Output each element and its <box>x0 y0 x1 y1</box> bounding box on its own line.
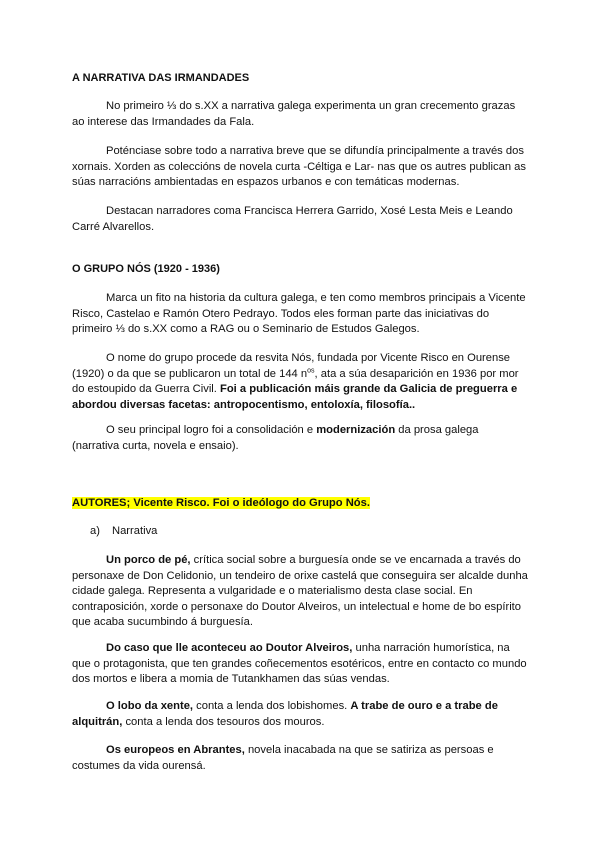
heading-irmandades: A NARRATIVA DAS IRMANDADES <box>72 72 250 84</box>
paragraph-irmandades-2: Poténciase sobre todo a narrativa breve que se difundía principalmente a través dos xornais. Xorden as coleccións de novela curta -Céltiga e Lar- nas que os autres publican as súas narracións ambientadas en espazos urbanos e con temáticas modernas. <box>72 145 526 188</box>
heading-autores <box>72 496 528 512</box>
work-text-alveiros: unha narración humorística, na que o protagonista, que ten grandes coñecementos esotéricos, entre en contacto co mundo dos mortos e libera a momia de Tutankhamen das súas vendas. <box>72 642 527 685</box>
work-title-trabe: A trabe de ouro e a trabe de alquitrán, <box>72 700 498 728</box>
nos-3-text-a: O seu principal logro foi a consolidación e <box>106 424 317 436</box>
work-title-lobo: O lobo da xente, <box>106 700 194 712</box>
paragraph-lobo-da-xente <box>72 699 528 730</box>
work-text-lobo: conta a lenda dos lobishomes. <box>193 700 351 712</box>
heading-autores-highlight: AUTORES; Vicente Risco. Foi o ideólogo do Grupo Nós. <box>72 497 370 509</box>
nos-2-text-a: O nome do grupo procede da resvita Nós, fundada por Vicente Risco en Ourense (1920) o da que se publicaron un total de 144 n <box>72 352 511 380</box>
paragraph-doutor-alveiros <box>72 641 528 688</box>
paragraph-europeos-abrantes <box>72 743 528 774</box>
work-title-alveiros: Do caso que lle aconteceu ao Doutor Alveiros, <box>106 642 353 654</box>
heading-grupo-nos: O GRUPO NÓS (1920 - 1936) <box>72 263 220 275</box>
nos-2-text-b: , ata a súa desaparición en 1936 por mor do estoupido da Guerra Civil. <box>72 367 519 395</box>
work-text-porco: crítica social sobre a burguesía onde se ve encarnada a través do personaxe de Don Celidonio, un tendeiro de orixe castelá que conseguira ser alcalde dunha cidade galega. Representa a vulgaridade e o materialismo desta clase social. En contraposición, xorde o personaxe do Doutor Alveiros, un intelectual e home de bo espírito que acaba sucumbindo á burguesía. <box>72 554 528 628</box>
paragraph-nos-2 <box>72 351 528 413</box>
paragraph-porco-de-pe <box>72 553 528 631</box>
work-text-trabe: conta a lenda dos tesouros dos mouros. <box>122 715 325 728</box>
nos-3-bold: modernización <box>316 424 396 436</box>
nos-3-text-b: da prosa galega (narrativa curta, novela e ensaio). <box>72 424 479 452</box>
list-label: a) <box>90 525 100 537</box>
paragraph-irmandades-3: Destacan narradores coma Francisca Herrera Garrido, Xosé Lesta Meis e Leando Carré Alvarellos. <box>72 205 513 233</box>
nos-2-superscript: os <box>307 366 315 374</box>
paragraph-nos-3 <box>72 423 528 454</box>
paragraph-irmandades-1: No primeiro ⅓ do s.XX a narrativa galega experimenta un gran crecemento grazas ao interese das Irmandades da Fala. <box>72 100 516 128</box>
list-text: Narrativa <box>112 525 158 537</box>
nos-2-bold: Foi a publicación máis grande da Galicia de preguerra e abordou diversas facetas: antropocentismo, entoloxía, filosofía.. <box>72 383 518 411</box>
paragraph-nos-1: Marca un fito na historia da cultura galega, e ten como membros principais a Vicente Risco, Castelao e Ramón Otero Pedrayo. Todos eles forman parte das iniciativas do primeiro ⅓ do s.XX como a RAG ou o Seminario de Estudos Galegos. <box>72 292 526 335</box>
work-title-europeos: Os europeos en Abrantes, <box>106 744 245 756</box>
work-title-porco: Un porco de pé, <box>106 554 191 566</box>
list-item-narrativa <box>72 524 528 540</box>
work-text-europeos: novela inacabada na que se satiriza as persoas e costumes da vida ourensá. <box>72 744 494 772</box>
